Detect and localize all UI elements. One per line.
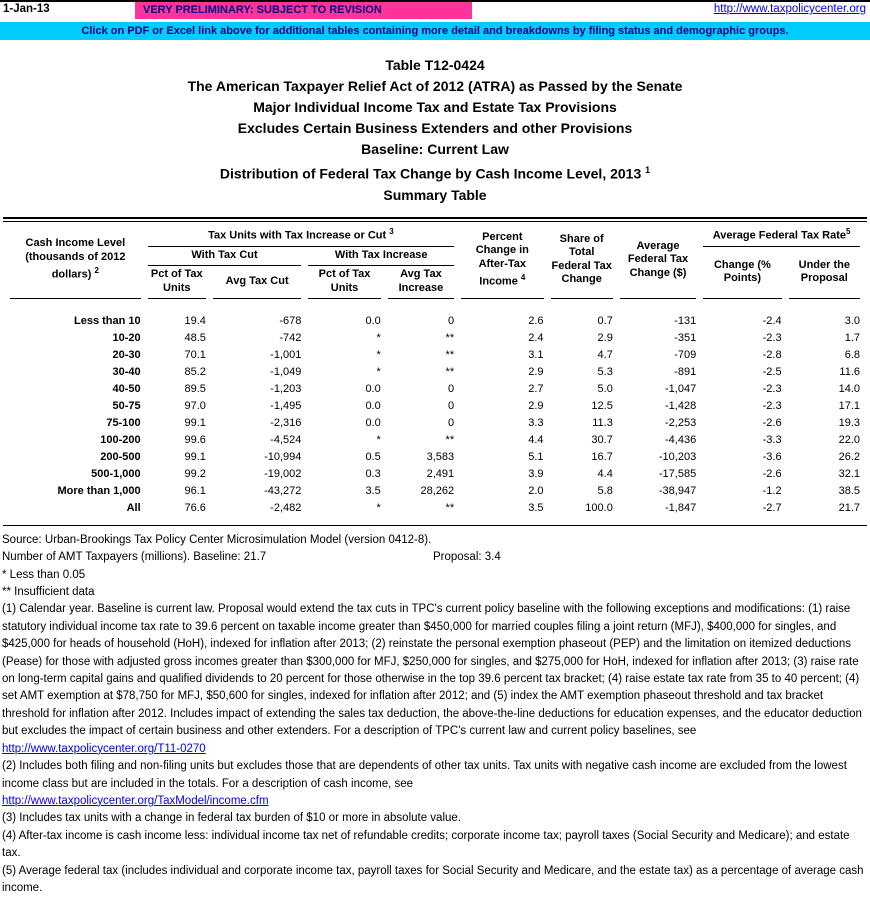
cell-value: 0.3 <box>365 468 381 481</box>
col-group-with-tax-increase: With Tax Increase <box>308 247 454 267</box>
cell-value: 89.5 <box>184 383 206 396</box>
cell-value: 0 <box>447 383 455 396</box>
cell-value: 19.3 <box>838 417 860 430</box>
cell-value: 26.2 <box>838 451 860 464</box>
cell-value: -3.3 <box>762 434 782 447</box>
distribution-title: Distribution of Federal Tax Change by Cash Income Level, 2013 $^1$ <box>219 165 651 182</box>
cell-value: 28,262 <box>420 485 455 498</box>
cell-value: -742 <box>279 332 302 345</box>
cell-value: 3.3 <box>528 417 544 430</box>
cell-value: -131 <box>674 315 697 328</box>
table-row <box>10 299 860 330</box>
cell-value: -2.3 <box>762 400 782 413</box>
cell-value: 85.2 <box>184 366 206 379</box>
table-bottom-rule <box>3 525 867 526</box>
cell-value: -2,482 <box>270 502 302 515</box>
cell-value: -2.3 <box>762 383 782 396</box>
table-body <box>10 299 860 517</box>
cell-value: 38.5 <box>838 485 860 498</box>
cell-value: 0 <box>447 417 455 430</box>
cell-value: -43,272 <box>264 485 302 498</box>
cell-value: 1.7 <box>844 332 860 345</box>
row-label: 10-20 <box>112 332 141 345</box>
cell-value: 0.0 <box>365 383 381 396</box>
cell-value: 96.1 <box>184 485 206 498</box>
cell-value: -38,947 <box>658 485 697 498</box>
cell-value: 97.0 <box>184 400 206 413</box>
cell-value: 99.6 <box>184 434 206 447</box>
link-taxmodel-income[interactable]: http://www.taxpolicycenter.org/TaxModel/income.cfm <box>2 794 269 807</box>
footnote-ref-1: 1 <box>645 165 651 175</box>
cell-value: 22.0 <box>838 434 860 447</box>
cell-value: -10,203 <box>658 451 697 464</box>
cell-value: 5.1 <box>528 451 544 464</box>
cell-value: 2,491 <box>426 468 455 481</box>
title-block <box>0 55 870 206</box>
cell-value: 2.4 <box>528 332 544 345</box>
cell-value: 2.9 <box>597 332 613 345</box>
footnote-2: (2) Includes both filing and non-filing units but excludes those that are dependents of other tax units. Tax units with negative cash income are excluded from the lowest income class but are included in the totals. For a description of cash income, see <box>2 760 847 790</box>
cell-value: 0.7 <box>597 315 613 328</box>
footnote-double-star: ** Insufficient data <box>2 586 95 599</box>
col-header-cash-income-level: Cash Income Level (thousands of 2012 dollars) $^2$ <box>10 223 141 300</box>
cell-value: 99.1 <box>184 417 206 430</box>
cell-value: 2.0 <box>528 485 544 498</box>
row-label: 40-50 <box>112 383 141 396</box>
cell-value: ** <box>445 349 455 362</box>
summary-table <box>3 217 867 526</box>
table-top-rule <box>3 217 867 222</box>
link-T11-0270[interactable]: http://www.taxpolicycenter.org/T11-0270 <box>2 742 206 755</box>
source-note: Source: Urban-Brookings Tax Policy Center Microsimulation Model (version 0412-8). <box>2 533 432 546</box>
cell-value: 2.6 <box>528 315 544 328</box>
footnote-star: * Less than 0.05 <box>2 568 86 581</box>
table-number-title: Table T12-0424 <box>385 57 485 73</box>
cell-value: 100.0 <box>585 502 613 515</box>
act-title: The American Taxpayer Relief Act of 2012 (ATRA) as Passed by the Senate <box>187 78 683 94</box>
cell-value: -2.8 <box>762 349 782 362</box>
cell-value: 2.9 <box>528 400 544 413</box>
row-label: 500-1,000 <box>91 468 141 481</box>
cell-value: -1,847 <box>665 502 697 515</box>
cell-value: -19,002 <box>264 468 302 481</box>
cell-value: 5.0 <box>597 383 613 396</box>
cell-value: -17,585 <box>658 468 697 481</box>
footnote-3: (3) Includes tax units with a change in federal tax burden of $10 or more in absolute value. <box>2 812 461 825</box>
cell-value: 16.7 <box>591 451 613 464</box>
table-row <box>10 330 860 347</box>
table-row <box>10 432 860 449</box>
table-row <box>10 449 860 466</box>
cell-value: ** <box>445 434 455 447</box>
table-row <box>10 466 860 483</box>
cell-value: 99.1 <box>184 451 206 464</box>
cell-value: -1,047 <box>665 383 697 396</box>
cell-value: 6.8 <box>844 349 860 362</box>
col-group-with-tax-cut: With Tax Cut <box>148 247 302 267</box>
cell-value: -2.6 <box>762 417 782 430</box>
footnote-4: (4) After-tax income is cash income less: individual income tax net of refundable credits; corporate income tax; payroll taxes (Social Security and Medicare); and estate tax. <box>2 829 850 860</box>
footnote-5: (5) Average federal tax (includes individual and corporate income tax, payroll taxes for Social Security and Medicare, and the estate tax) as a percentage of average cash income. <box>2 864 864 894</box>
cell-value: -2,253 <box>665 417 697 430</box>
cell-value: -2.3 <box>762 332 782 345</box>
taxpolicycenter-link[interactable]: http://www.taxpolicycenter.org <box>713 3 866 15</box>
excludes-title: Excludes Certain Business Extenders and other Provisions <box>237 120 633 136</box>
cell-value: 19.4 <box>184 315 206 328</box>
col-header-rate-under-proposal: Under the Proposal <box>789 247 860 300</box>
preliminary-banner: VERY PRELIMINARY: SUBJECT TO REVISION <box>135 2 472 19</box>
cell-value: 21.7 <box>838 502 860 515</box>
cell-value: -1,001 <box>270 349 302 362</box>
cell-value: * <box>376 332 381 345</box>
cell-value: 0.0 <box>365 417 381 430</box>
header-row-groups <box>10 223 860 247</box>
cell-value: 11.6 <box>839 366 860 379</box>
cell-value: 4.4 <box>528 434 544 447</box>
cell-value: -1,495 <box>270 400 302 413</box>
cell-value: ** <box>445 366 455 379</box>
table-row <box>10 347 860 364</box>
row-label: 30-40 <box>112 366 141 379</box>
table-row <box>10 364 860 381</box>
cell-value: 99.2 <box>184 468 206 481</box>
cell-value: 2.7 <box>528 383 544 396</box>
top-bar <box>0 2 870 20</box>
cell-value: -1,203 <box>270 383 302 396</box>
cell-value: -2.6 <box>762 468 782 481</box>
row-label: Less than 10 <box>74 315 141 328</box>
row-label: More than 1,000 <box>57 485 141 498</box>
cell-value: ** <box>445 332 455 345</box>
cell-value: 3.5 <box>365 485 381 498</box>
cell-value: -4,524 <box>270 434 302 447</box>
cell-value: -1.2 <box>762 485 782 498</box>
col-header-pct-tax-units-increase: Pct of Tax Units <box>308 266 380 299</box>
cell-value: 5.3 <box>597 366 613 379</box>
table-row <box>10 483 860 500</box>
cell-value: * <box>376 434 381 447</box>
cell-value: -2.4 <box>762 315 782 328</box>
cell-value: 12.5 <box>591 400 613 413</box>
cell-value: 3.5 <box>528 502 544 515</box>
row-label: 75-100 <box>106 417 141 430</box>
col-header-percent-change-after-tax-income: Percent Change in After-Tax Income $^4$ <box>461 223 543 300</box>
cell-value: 32.1 <box>838 468 860 481</box>
cell-value: -709 <box>674 349 697 362</box>
cell-value: -1,428 <box>665 400 697 413</box>
cell-value: 30.7 <box>591 434 613 447</box>
instruction-banner: Click on PDF or Excel link above for additional tables containing more detail and breakdowns by filing status and demographic groups. <box>0 22 870 40</box>
baseline-title: Baseline: Current Law <box>361 141 509 157</box>
col-header-avg-tax-increase: Avg Tax Increase <box>388 266 454 299</box>
row-label: 50-75 <box>112 400 141 413</box>
row-label: 100-200 <box>100 434 141 447</box>
cell-value: 0 <box>447 315 455 328</box>
table-row <box>10 398 860 415</box>
amt-proposal-value: Proposal: 3.4 <box>433 551 501 564</box>
amt-baseline-value: Number of AMT Taxpayers (millions). Baseline: 21.7 <box>2 551 267 564</box>
row-label: 20-30 <box>112 349 141 362</box>
table-row <box>10 500 860 517</box>
cell-value: 17.1 <box>838 400 860 413</box>
cell-value: * <box>376 502 381 515</box>
cell-value: -10,994 <box>264 451 302 464</box>
cell-value: -4,436 <box>665 434 697 447</box>
row-label: All <box>126 502 141 515</box>
col-header-share-total-federal-tax-change: Share of Total Federal Tax Change <box>551 223 613 300</box>
cell-value: 48.5 <box>184 332 206 345</box>
cell-value: -3.6 <box>762 451 782 464</box>
col-group-average-federal-tax-rate: Average Federal Tax Rate$^5$ <box>703 223 860 247</box>
cell-value: -351 <box>674 332 697 345</box>
col-header-pct-tax-units-cut: Pct of Tax Units <box>148 266 206 299</box>
cell-value: 2.9 <box>528 366 544 379</box>
cell-value: 70.1 <box>184 349 206 362</box>
cell-value: ** <box>445 502 455 515</box>
cell-value: 3.1 <box>528 349 544 362</box>
cell-value: * <box>376 366 381 379</box>
cell-value: -678 <box>279 315 302 328</box>
row-label: 200-500 <box>100 451 141 464</box>
cell-value: 3,583 <box>426 451 455 464</box>
table-header <box>10 223 860 300</box>
cell-value: -2.7 <box>762 502 782 515</box>
cell-value: -891 <box>674 366 697 379</box>
cell-value: 0.0 <box>365 315 381 328</box>
cell-value: * <box>376 349 381 362</box>
col-header-avg-tax-cut: Avg Tax Cut <box>213 266 301 299</box>
summary-table-title: Summary Table <box>383 186 487 203</box>
date-label: 1-Jan-13 <box>3 3 50 15</box>
cell-value: -2.5 <box>762 366 782 379</box>
cell-value: -2,316 <box>270 417 302 430</box>
cell-value: 0.0 <box>365 400 381 413</box>
cell-value: 0 <box>447 400 455 413</box>
cell-value: 0.5 <box>365 451 381 464</box>
table-row <box>10 381 860 398</box>
cell-value: 4.4 <box>597 468 613 481</box>
cell-value: 11.3 <box>592 417 613 430</box>
footnote-1: (1) Calendar year. Baseline is current law. Proposal would extend the tax cuts in TPC's current policy baseline with the following exceptions and modifications: (1) raise statutory individual income tax rate to 39.6 percent on taxable income greater than $450,000 for married couples filing a joint return (MFJ), $400,000 for singles, and $425,000 for heads of household (HoH), indexed for inflation after 2013; (2) reinstate the personal exemption phaseout (PEP) and the limitation on itemized deductions (Pease) for those with adjusted gross incomes greater than $300,000 for MFJ, $250,000 for singles, and $275,000 for HoH, indexed for inflation after 2013; (3) raise rate on long-term capital gains and qualified dividends to 20 percent for those otherwise in the top 39.6 percent tax bracket; (4) raise estate tax rate from 35 to 40 percent; (4) set AMT exemption at $78,750 for MFJ, $50,600 for singles, indexed for inflation after 2012; and (5) index the AMT exemption phaseout threshold and tax bracket threshold for inflation after 2012. Includes impact of extending the sales tax deduction, the above-the-line deductions for education expenses, and the educator deduction but excludes the impact of certain business and other extenders. For a description of TPC's current law and current policy baselines, see <box>2 603 862 738</box>
provisions-title: Major Individual Income Tax and Estate Tax Provisions <box>253 99 617 115</box>
col-group-tax-units-increase-or-cut: Tax Units with Tax Increase or Cut $^3$ <box>148 223 454 247</box>
table-row <box>10 415 860 432</box>
cell-value: -1,049 <box>270 366 302 379</box>
cell-value: 4.7 <box>597 349 613 362</box>
col-header-rate-change-points: Change (% Points) <box>703 247 781 300</box>
cell-value: 3.0 <box>844 315 860 328</box>
cell-value: 5.8 <box>597 485 613 498</box>
cell-value: 3.9 <box>528 468 544 481</box>
cell-value: 14.0 <box>838 383 860 396</box>
cell-value: 76.6 <box>184 502 206 515</box>
col-header-average-federal-tax-change: Average Federal Tax Change ($) <box>620 223 696 300</box>
notes-section <box>2 532 866 898</box>
amt-taxpayers-note <box>2 549 866 566</box>
